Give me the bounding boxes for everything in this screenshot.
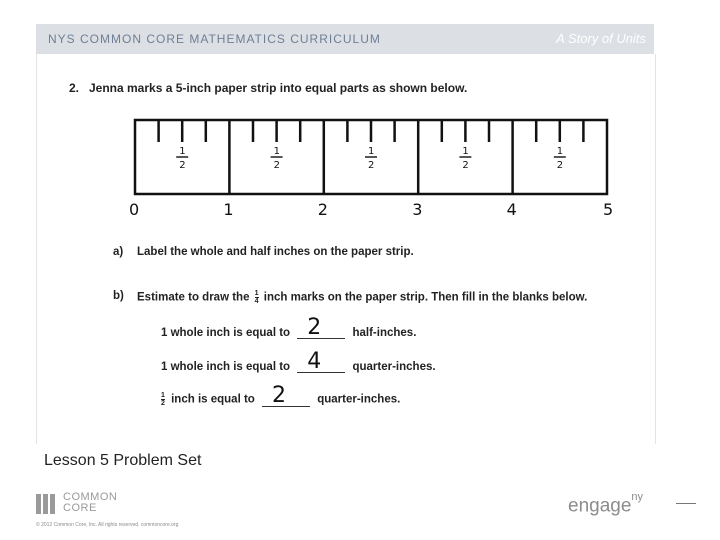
- line-3-numerator: 1: [161, 392, 165, 399]
- whole-labels: [129, 200, 613, 219]
- half-labels: [176, 146, 566, 171]
- half-inch-label: [271, 146, 283, 171]
- half-fraction: [161, 392, 165, 407]
- line-3-suffix: quarter-inches.: [317, 393, 401, 406]
- svg-text:1: 1: [368, 146, 375, 157]
- whole-inch-label: 3: [412, 200, 423, 219]
- answer-blank-2[interactable]: [297, 349, 345, 374]
- problem-text: Jenna marks a 5-inch paper strip into equal parts as shown below.: [89, 81, 468, 95]
- engage-sup: ny: [631, 491, 644, 503]
- svg-text:1: 1: [556, 146, 564, 157]
- whole-inch-label: 5: [603, 200, 614, 219]
- logo-line-1: COMMON: [63, 491, 118, 503]
- blank-line-3: [161, 383, 401, 408]
- half-inch-label: [365, 146, 377, 171]
- common-core-logo: [36, 491, 118, 519]
- part-b-text-before: Estimate to draw the: [137, 291, 250, 304]
- blank-line-1: [161, 315, 417, 340]
- line-1-prefix: 1 whole inch is equal to: [161, 327, 291, 339]
- engage-text: engage: [568, 495, 632, 517]
- handwritten-answer-1: 2: [307, 315, 322, 340]
- series-title: A Story of Units: [556, 31, 646, 46]
- whole-inch-label: 1: [223, 200, 234, 219]
- part-b-line: [137, 290, 587, 305]
- lesson-title: Lesson 5 Problem Set: [44, 452, 202, 469]
- handwritten-answer-3: 2: [272, 383, 287, 408]
- svg-text:2: 2: [556, 160, 564, 171]
- whole-inch-label: 4: [506, 200, 517, 219]
- fraction-denominator: 4: [254, 298, 259, 305]
- svg-text:2: 2: [368, 160, 375, 171]
- half-inch-label: [459, 146, 471, 171]
- part-a-letter: a): [113, 246, 124, 258]
- copyright-text: © 2012 Common Core, Inc. All rights reserved. commoncore.org: [36, 522, 179, 528]
- logo-bars-icon: [36, 494, 57, 519]
- whole-inch-label: 0: [129, 200, 140, 219]
- line-3-denominator: 2: [161, 400, 165, 407]
- line-2-suffix: quarter-inches.: [352, 361, 436, 373]
- part-a-text: Label the whole and half inches on the paper strip.: [137, 246, 414, 258]
- part-b-text-after: inch marks on the paper strip. Then fill in the blanks below.: [263, 291, 588, 304]
- line-2-prefix: 1 whole inch is equal to: [161, 361, 291, 373]
- part-b-letter: b): [113, 290, 124, 302]
- handwritten-answer-2: 4: [307, 349, 322, 374]
- line-3-prefix: inch is equal to: [171, 393, 255, 406]
- fraction-numerator: 1: [254, 290, 259, 297]
- engageny-logo: [568, 491, 644, 517]
- line-1-suffix: half-inches.: [352, 327, 417, 339]
- svg-text:1: 1: [179, 146, 186, 157]
- header-bar: [36, 24, 654, 54]
- answer-blank-1[interactable]: [297, 315, 345, 340]
- logo-line-2: CORE: [63, 502, 97, 514]
- svg-text:1: 1: [273, 146, 280, 157]
- svg-text:1: 1: [462, 146, 469, 157]
- problem-image: [36, 54, 656, 444]
- curriculum-title: NYS COMMON CORE MATHEMATICS CURRICULUM: [48, 32, 381, 46]
- problem-number: 2.: [69, 81, 80, 95]
- svg-text:2: 2: [179, 160, 186, 171]
- quarter-fraction: [255, 290, 259, 305]
- half-inch-label: [554, 146, 566, 171]
- half-inch-label: [176, 146, 188, 171]
- svg-text:2: 2: [462, 160, 469, 171]
- svg-text:2: 2: [273, 160, 280, 171]
- whole-inch-label: 2: [317, 200, 328, 219]
- footer-rule: [676, 503, 696, 504]
- blank-line-2: [161, 349, 436, 374]
- answer-blank-3[interactable]: [262, 383, 310, 408]
